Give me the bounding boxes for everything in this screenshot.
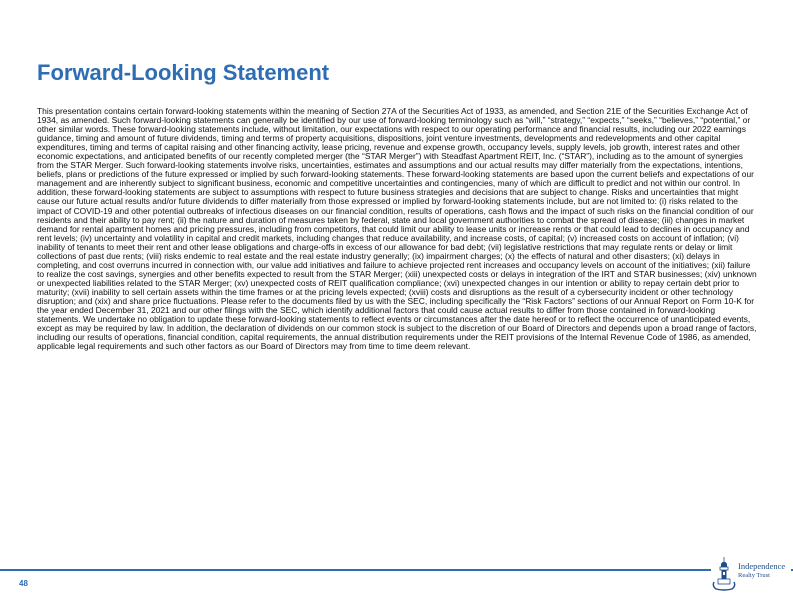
page-title: Forward-Looking Statement <box>37 60 330 85</box>
logo-wordmark-line1: Independence <box>738 561 786 571</box>
footer-divider <box>0 569 793 571</box>
forward-looking-statement-body: This presentation contains certain forward-looking statements within the meaning of Section 27A of the Securities Act of 1933, as amended, and Section 21E of the Securities Exchange Act of 1934, as amended. Such forward-looking statements can generally be identified by our use of forward-looking terminology such as “will,” “strategy,” “expects,” “seeks,” “believes,” “potential,” or other similar words. These forward-looking statements include, without limitation, our expectations with respect to our operating performance and financial results, including our 2022 earnings guidance, timing and amount of future dividends, timing and terms of property acquisitions, dispositions, joint venture investments, developments and redevelopments and other capital expenditures, timing and terms of capital raising and other financing activity, lease pricing, revenue and expense growth, occupancy levels, supply levels, job growth, interest rates and other economic expectations, and anticipated benefits of our recently completed merger (the “STAR Merger”) with Steadfast Apartment REIT, Inc. (“STAR”), including as to the amount of synergies from the STAR Merger. Such forward-looking statements involve risks, uncertainties, estimates and assumptions and our actual results may differ materially from the expectations, intentions, beliefs, plans or predictions of the future expressed or implied by such forward-looking statements. These forward-looking statements are based upon the current beliefs and expectations of our management and are inherently subject to significant business, economic and competitive uncertainties and contingencies, many of which are difficult to predict and not within our control. In addition, these forward-looking statements are subject to assumptions with respect to future business strategies and decisions that are subject to change. Risks and uncertainties that might cause our future actual results and/or future dividends to differ materially from those expressed or implied by forward-looking statements include, but are not limited to: (i) risks related to the impact of COVID-19 and other potential outbreaks of infectious diseases on our financial condition, results of operations, cash flows and the impact of such risks on the financial condition of our residents and their ability to pay rent; (ii) the nature and duration of measures taken by federal, state and local government authorities to combat the spread of disease; (iii) changes in market demand for rental apartment homes and pricing pressures, including from competitors, that could limit our ability to lease units or increase rents or that could lead to declines in occupancy and rent levels; (iv) uncertainty and volatility in capital and credit markets, including changes that reduce availability, and increase costs, of capital; (v) increased costs on account of inflation; (vi) inability of tenants to meet their rent and other lease obligations and charge-offs in excess of our allowance for bad debt; (vii) legislative restrictions that may regulate rents or delay or limit collections of past due rents; (viii) risks endemic to real estate and the real estate industry generally; (ix) impairment charges; (x) the effects of natural and other disasters; (xi) delays in completing, and cost overruns incurred in connection with, our value add initiatives and failure to achieve projected rent increases and occupancy levels on account of the initiatives; (xii) failure to realize the cost savings, synergies and other benefits expected to result from the STAR Merger; (xiii) unexpected costs or delays in integration of the IRT and STAR businesses; (xiv) unknown or unexpected liabilities related to the STAR Merger; (xv) unexpected costs of REIT qualification compliance; (xvi) unexpected changes in our intention or ability to repay certain debt prior to maturity; (xvii) inability to sell certain assets within the time frames or at the pricing levels expected; (xviii) costs and disruptions as the result of a cybersecurity incident or other technology disruption; and (xix) and share price fluctuations. Please refer to the documents filed by us with the SEC, including specifically the “Risk Factors” sections of our Annual Report on Form 10-K for the year ended December 31, 2021 and our other filings with the SEC, which identify additional factors that could cause actual results to differ from those contained in forward-looking statements. We undertake no obligation to update these forward-looking statements to reflect events or circumstances after the date hereof or to reflect the occurrence of unanticipated events, except as may be required by law. In addition, the declaration of dividends on our common stock is subject to the discretion of our Board of Directors and depends upon a broad range of factors, including our results of operations, financial condition, capital requirements, the annual distribution requirements under the REIT provisions of the Internal Revenue Code of 1986, as amended, applicable legal requirements and such other factors as our Board of Directors may from time to time deem relevant. <box>37 106 757 352</box>
page-number: 48 <box>19 579 28 588</box>
bell-tower-icon <box>711 555 737 591</box>
logo-wordmark-line2: Realty Trust <box>738 572 770 579</box>
company-logo <box>711 555 791 591</box>
